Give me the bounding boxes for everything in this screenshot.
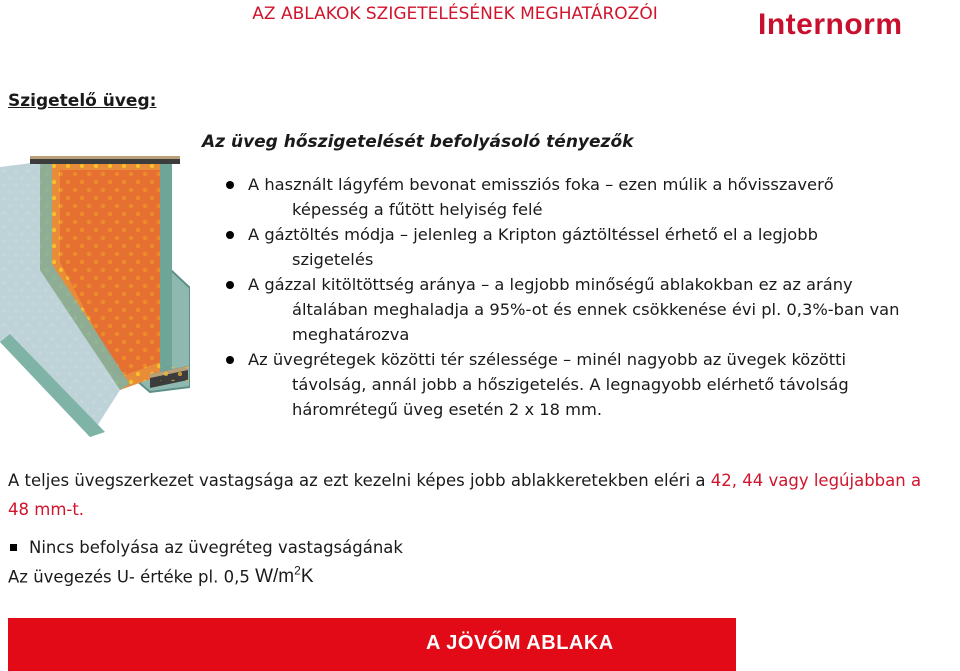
factors-list	[222, 172, 922, 422]
internorm-logo: Internorm	[758, 8, 903, 41]
thickness-highlight: 42, 44 vagy legújabban a 48 mm-t.	[8, 471, 922, 519]
u-value-line: Az üvegezés U- értéke pl. 0,5 $W/m^2K$	[8, 564, 314, 588]
square-bullet-icon	[10, 544, 17, 551]
section-title: Szigetelő üveg:	[8, 91, 157, 111]
page-title: AZ ABLAKOK SZIGETELÉSÉNEK MEGHATÁROZÓI	[252, 4, 658, 24]
subtitle: Az üveg hőszigetelését befolyásoló tényezők	[202, 132, 634, 152]
bullet-icon	[226, 356, 234, 364]
bullet-icon	[226, 281, 234, 289]
list-item: A használt lágyfém bevonat emissziós foka – ezen múlik a hővisszaverő képesség a fűtött helyiség felé	[222, 172, 922, 222]
list-item: Az üvegrétegek közötti tér szélessége – minél nagyobb az üvegek közötti távolság, annál jobb a hőszigetelés. A legnagyobb elérhető távolság háromrétegű üveg esetén 2 x 18 mm.	[222, 347, 922, 422]
thickness-paragraph: A teljes üvegszerkezet vastagsága az ezt kezelni képes jobb ablakkeretekben eléri a 42, 44 vagy legújabban a 48 mm-t.	[8, 471, 922, 519]
list-item: A gázzal kitöltöttség aránya – a legjobb minőségű ablakokban ez az arány általában meghaladja a 95%-ot és ennek csökkenése évi pl. 0,3%-ban van meghatározva	[222, 272, 922, 347]
bullet-icon	[226, 231, 234, 239]
footer-slogan: A JÖVŐM ABLAKA	[426, 632, 614, 654]
square-list-item: Nincs befolyása az üvegréteg vastagságának	[8, 538, 403, 557]
footer-banner	[8, 618, 956, 671]
bullet-icon	[226, 181, 234, 189]
list-item: A gáztöltés módja – jelenleg a Kripton gáztöltéssel érhető el a legjobb szigetelés	[222, 222, 922, 272]
logo-box	[736, 618, 956, 671]
triple-glazing-illustration	[0, 152, 190, 442]
